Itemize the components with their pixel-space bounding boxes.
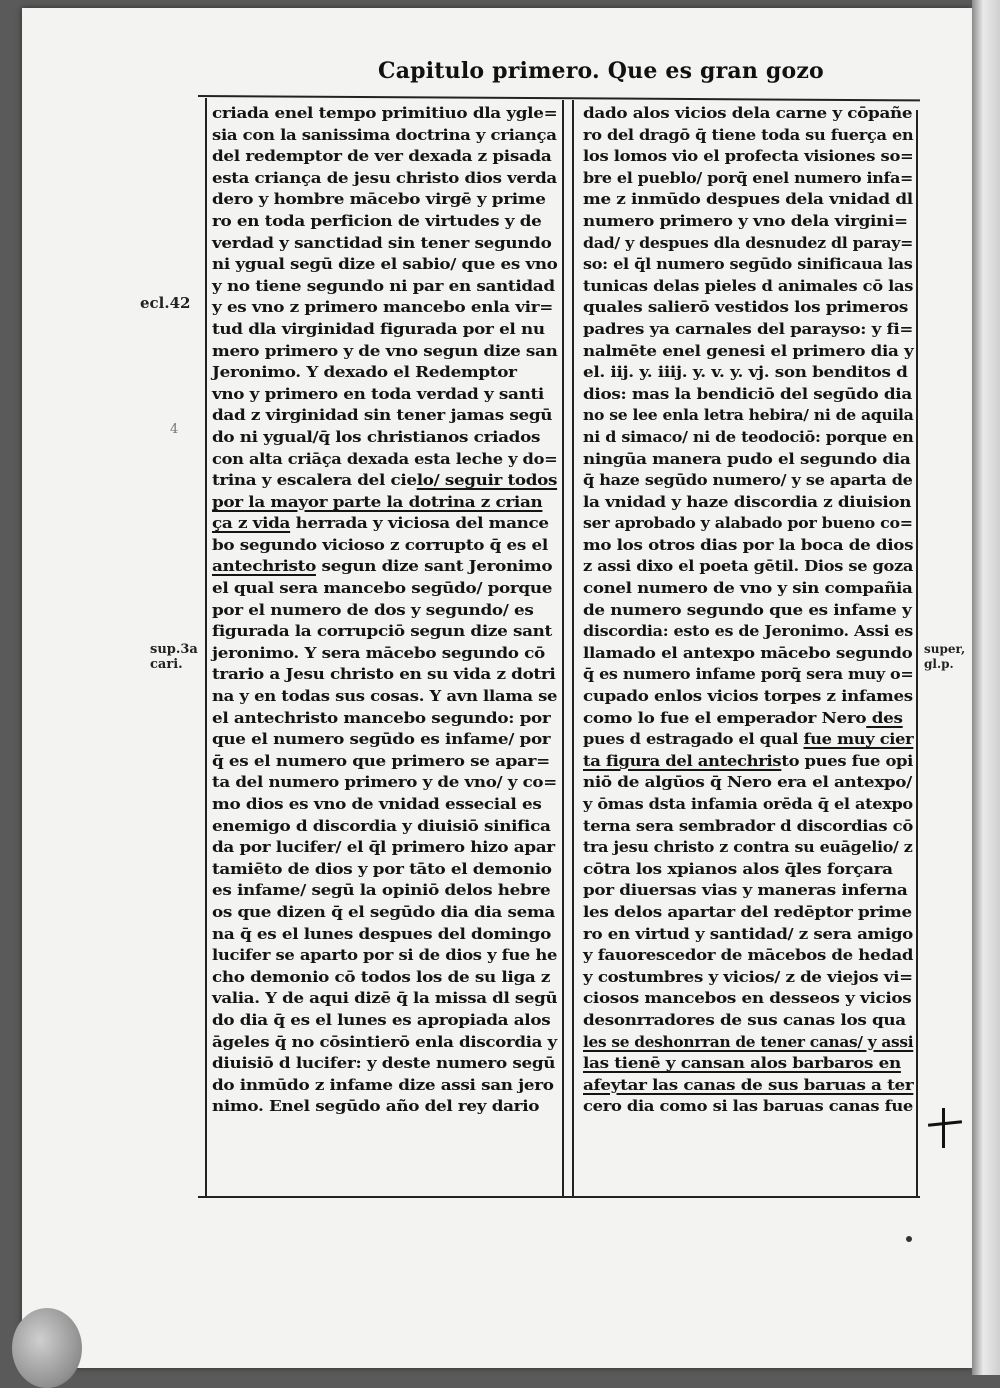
left-column-line: esta criança de jesu christo dios verda	[212, 168, 557, 187]
right-column-line: me z inmūdo despues dela vnidad dl	[583, 190, 913, 209]
left-column-line: verdad y sanctidad sin tener segundo	[212, 233, 552, 252]
left-column-line: jeronimo. Y sera mācebo segundo cō	[212, 643, 545, 662]
left-column-line: por la mayor parte la dotrina z crian	[212, 492, 543, 511]
right-column-line: numero primero y vno dela virgini=	[583, 211, 908, 230]
right-column-line: dad/ y despues dla desnudez dl paray=	[583, 233, 914, 252]
ink-speck	[906, 1236, 912, 1242]
left-column-line: na q̄ es el lunes despues del domingo	[212, 924, 551, 943]
left-column-line: y no tiene segundo ni par en santidad	[212, 276, 555, 295]
right-column-line: z assi dixo el poeta gētil. Dios se goza	[583, 557, 914, 576]
left-text-column	[212, 103, 557, 1118]
left-column-rule	[205, 98, 207, 1198]
margin-note-super-right-line2: gl.p.	[924, 657, 954, 671]
right-column-line: ciosos mancebos en desseos y vicios	[583, 989, 912, 1008]
left-column-line: criada enel tempo primitiuo dla ygle=	[212, 104, 558, 122]
left-column-line: valia. Y de aqui dizē q̄ la missa dl segū	[212, 989, 558, 1008]
right-column-line: ro del dragō q̄ tiene toda su fuerça en	[583, 125, 914, 144]
right-column-line: discordia: esto es de Jeronimo. Assi es	[583, 622, 913, 641]
bottom-rule	[198, 1196, 920, 1198]
right-column-line: mo los otros dias por la boca de dios	[583, 535, 914, 554]
right-column-line: tra jesu christo z contra su euāgelio/ z	[583, 838, 913, 857]
right-column-line: les delos apartar del redēptor prime	[583, 902, 912, 921]
margin-note-super-right-line1: super,	[924, 642, 966, 656]
right-column-line: ser aprobado y alabado por bueno co=	[583, 514, 913, 533]
right-column-line: no se lee enla letra hebira/ ni de aquila	[583, 406, 914, 425]
left-column-line: trina y escalera del cielo/ seguir todos	[212, 471, 558, 490]
right-column-line: como lo fue el emperador Nero des	[583, 708, 903, 727]
right-column-line: nalmēte enel genesi el primero dia y	[583, 341, 914, 360]
right-column-line: q̄ haze segūdo numero/ y se aparta de	[583, 471, 913, 490]
page-edge	[972, 0, 1000, 1375]
right-column-line: so: el q̄l numero segūdo sinificaua las	[583, 255, 913, 274]
right-column-line: afeytar las canas de sus baruas a ter	[583, 1075, 914, 1094]
right-column-line: cupado enlos vicios torpes z infames	[583, 687, 913, 706]
margin-note-eccl: ecl.42	[140, 294, 191, 312]
right-column-line: desonrradores de sus canas los qua	[583, 1010, 906, 1029]
handwritten-cross-mark	[928, 1108, 962, 1148]
right-column-line: ni d simaco/ ni de teodociō: porque en	[583, 427, 914, 446]
right-column-line: la vnidad y haze discordia z diuision	[583, 492, 912, 511]
margin-note-sup-left-line2: cari.	[150, 657, 183, 672]
left-column-line: q̄ es el numero que primero se apar=	[212, 751, 550, 770]
right-column-line: dios: mas la bendiciō del segūdo dia	[583, 384, 912, 403]
thumb-shadow	[12, 1308, 82, 1388]
left-column-line: vno y primero en toda verdad y santi	[212, 384, 544, 403]
left-column-line: que el numero segūdo es infame/ por	[212, 730, 551, 749]
right-column-line: les se deshonrran de tener canas/ y assi	[583, 1032, 914, 1051]
right-column-line: ningūa manera pudo el segundo dia	[583, 449, 911, 468]
left-column-line: enemigo d discordia y diuisiō sinifica	[212, 816, 551, 835]
right-column-line: cōtra los xpianos alos q̄les forçara	[583, 859, 893, 878]
left-column-line: del redemptor de ver dexada z pisada	[212, 147, 552, 166]
right-column-line: cero dia como si las baruas canas fue	[583, 1097, 913, 1116]
right-column-line: llamado el antexpo mācebo segundo	[583, 643, 913, 662]
running-head: Capitulo primero. Que es gran gozo	[378, 58, 824, 84]
left-column-line: el antechristo mancebo segundo: por	[212, 708, 551, 727]
left-column-line: cho demonio cō todos los de su liga z	[212, 967, 551, 986]
left-column-line: do dia q̄ es el lunes es apropiada alos	[212, 1010, 551, 1029]
right-column-line: dado alos vicios dela carne y cōpañe	[583, 104, 913, 122]
right-column-line: los lomos vio el profecta visiones so=	[583, 147, 914, 166]
left-column-line: mo dios es vno de vnidad essecial es	[212, 795, 542, 813]
left-column-line: antechristo segun dize sant Jeronimo	[212, 557, 553, 576]
left-column-line: nimo. Enel segūdo año del rey dario	[212, 1097, 540, 1116]
left-column-line: do inmūdo z infame dize assi san jero	[212, 1075, 554, 1094]
right-column-line: tunicas delas pieles d animales cō las	[583, 276, 914, 295]
right-column-line: ro en virtud y santidad/ z sera amigo	[583, 924, 913, 943]
right-column-line: las tienē y cansan alos barbaros en	[583, 1054, 901, 1073]
right-column-line: conel numero de vno y sin compañia	[583, 579, 913, 598]
left-column-line: bo segundo vicioso z corrupto q̄ es el	[212, 535, 548, 554]
right-column-line: bre el pueblo/ porq̄ enel numero infa=	[583, 168, 914, 187]
left-column-line: Jeronimo. Y dexado el Redemptor	[212, 363, 517, 382]
left-column-line: dero y hombre mācebo virgē y prime	[212, 190, 546, 209]
left-column-line: lucifer se aparto por si de dios y fue he	[212, 946, 558, 965]
margin-note-sup-left	[150, 642, 198, 672]
left-column-line: tamiēto de dios y por tāto el demonio	[212, 859, 552, 878]
left-column-line: figurada la corrupciō segun dize sant	[212, 622, 552, 641]
right-column-line: q̄ es numero infame porq̄ sera muy o=	[583, 665, 914, 684]
left-column-line: ta del numero primero y de vno/ y co=	[212, 773, 557, 792]
left-column-line: ro en toda perficion de virtudes y de	[212, 211, 542, 230]
right-column-line: niō de algūos q̄ Nero era el antexpo/	[583, 773, 912, 792]
left-column-line: es infame/ segū la opiniō delos hebre	[212, 881, 551, 900]
left-column-line: na y en todas sus cosas. Y avn llama se	[212, 687, 558, 706]
right-column-line: pues d estragado el qual fue muy cier	[583, 730, 914, 749]
left-column-line: āgeles q̄ no cōsintierō enla discordia y	[212, 1032, 557, 1051]
left-column-line: sia con la sanissima doctrina y criança	[212, 125, 557, 144]
left-column-line: os que dizen q̄ el segūdo dia dia sema	[212, 902, 555, 921]
margin-note-sup-left-line1: sup.3a	[150, 642, 198, 657]
right-column-line: y costumbres y vicios/ z de viejos vi=	[583, 967, 913, 986]
left-column-line: trario a Jesu christo en su vida z dotri	[212, 665, 556, 684]
right-column-line: padres ya carnales del parayso: y fi=	[583, 319, 914, 338]
right-column-line: terna sera sembrador d discordias cō	[583, 816, 913, 835]
left-column-line: con alta criāça dexada esta leche y do=	[212, 449, 558, 468]
left-column-line: ça z vida herrada y viciosa del mance	[212, 514, 549, 533]
left-column-line: por el numero de dos y segundo/ es	[212, 600, 534, 619]
left-column-line: tud dla virginidad figurada por el nu	[212, 319, 545, 338]
margin-note-super-right	[924, 642, 965, 672]
right-text-column	[583, 103, 913, 1118]
right-column-line: de numero segundo que es infame y	[583, 600, 912, 619]
left-column-line: mero primero y de vno segun dize san	[212, 341, 558, 360]
left-column-line: dad z virginidad sin tener jamas segū	[212, 406, 553, 425]
right-column-line: por diuersas vias y maneras inferna	[583, 881, 908, 900]
right-column-line: quales salierō vestidos los primeros	[583, 298, 909, 317]
left-column-line: y es vno z primero mancebo enla vir=	[212, 298, 553, 317]
right-column-line: ta figura del antechristo pues fue opi	[583, 751, 914, 770]
right-column-line: el. iij. y. iiij. y. v. y. vj. son benditos d	[583, 363, 908, 382]
left-column-line: do ni ygual/q̄ los christianos criados	[212, 427, 541, 446]
left-column-line: ni ygual segū dize el sabio/ que es vno	[212, 255, 558, 274]
right-column-line: y fauorescedor de mācebos de hedad	[583, 946, 914, 965]
margin-note-four: 4	[170, 422, 179, 437]
left-column-line: da por lucifer/ el q̄l primero hizo apar	[212, 838, 555, 857]
left-column-line: diuisiō d lucifer: y deste numero segū	[212, 1054, 556, 1073]
right-column-line: y ōmas dsta infamia orēda q̄ el atexpo	[583, 795, 913, 813]
left-column-line: el qual sera mancebo segūdo/ porque	[212, 579, 553, 598]
